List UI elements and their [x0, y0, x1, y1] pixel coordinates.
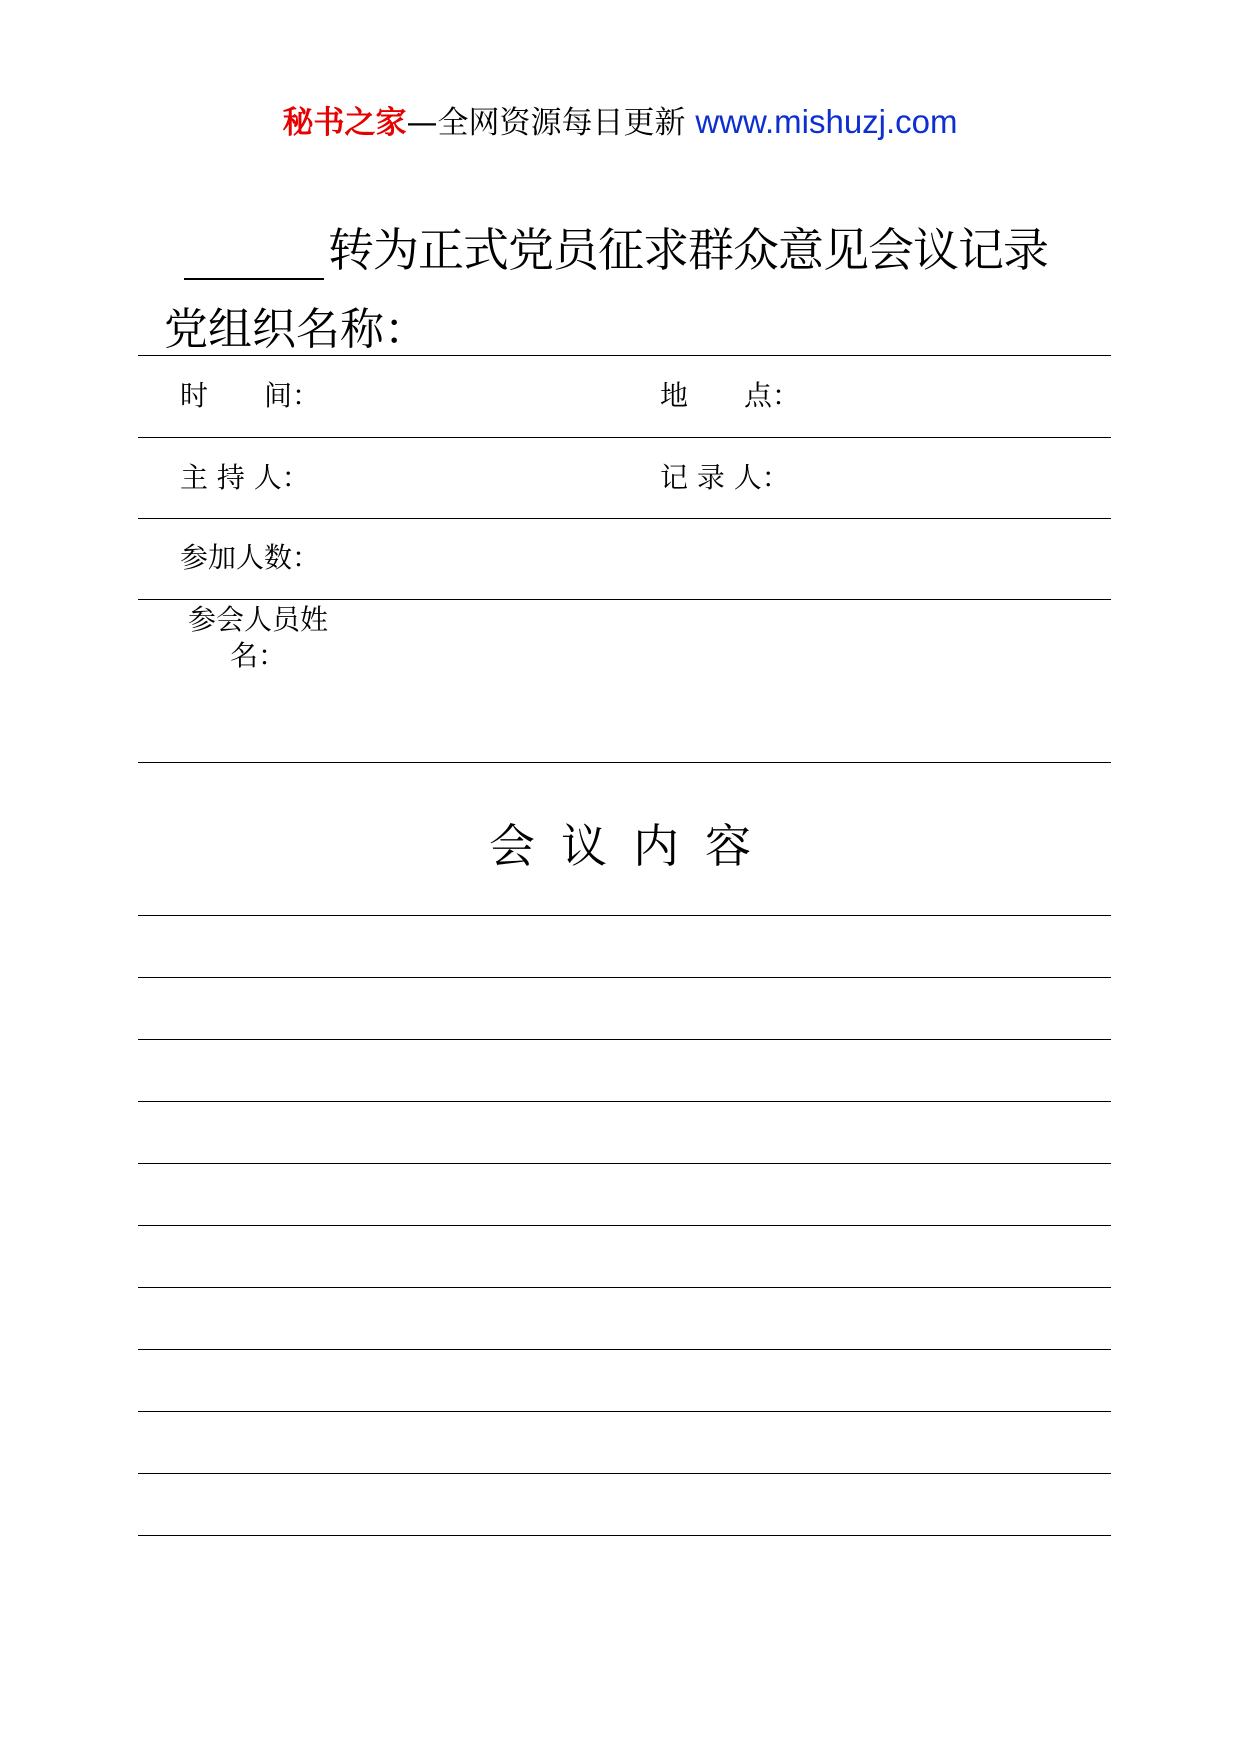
content-line[interactable] — [138, 1163, 1111, 1164]
form-divider — [138, 762, 1111, 763]
content-line[interactable] — [138, 1473, 1111, 1474]
form-divider — [138, 355, 1111, 356]
content-line[interactable] — [138, 1535, 1111, 1536]
document-header — [0, 100, 1240, 145]
header-tagline: —全网资源每日更新 — [406, 105, 686, 141]
meeting-content-title: 会议内容 — [489, 819, 777, 873]
content-line[interactable] — [138, 1101, 1111, 1102]
recorder-label: 记 录 人： — [660, 461, 790, 494]
form-divider — [138, 437, 1111, 438]
form-divider — [138, 518, 1111, 519]
content-line[interactable] — [138, 1411, 1111, 1412]
content-line[interactable] — [138, 1287, 1111, 1288]
document-title-text: 转为正式党员征求群众意见会议记录 — [328, 223, 1048, 277]
document-title — [184, 220, 1048, 280]
website-link[interactable]: www.mishuzj.com — [695, 103, 958, 140]
place-label: 地 点： — [660, 379, 801, 412]
content-line[interactable] — [138, 1039, 1111, 1040]
host-label: 主 持 人： — [180, 461, 310, 494]
time-label: 时 间： — [180, 379, 321, 412]
attendees-label: 参会人员姓名： — [187, 603, 328, 672]
content-line[interactable] — [138, 977, 1111, 978]
content-line[interactable] — [138, 1225, 1111, 1226]
name-blank-line[interactable] — [184, 234, 324, 280]
content-line[interactable] — [138, 1349, 1111, 1350]
content-line[interactable] — [138, 915, 1111, 916]
org-name-label: 党组织名称： — [164, 304, 428, 355]
participant-count-label: 参加人数： — [180, 541, 321, 574]
form-divider — [138, 599, 1111, 600]
brand-name: 秘书之家 — [282, 105, 407, 141]
